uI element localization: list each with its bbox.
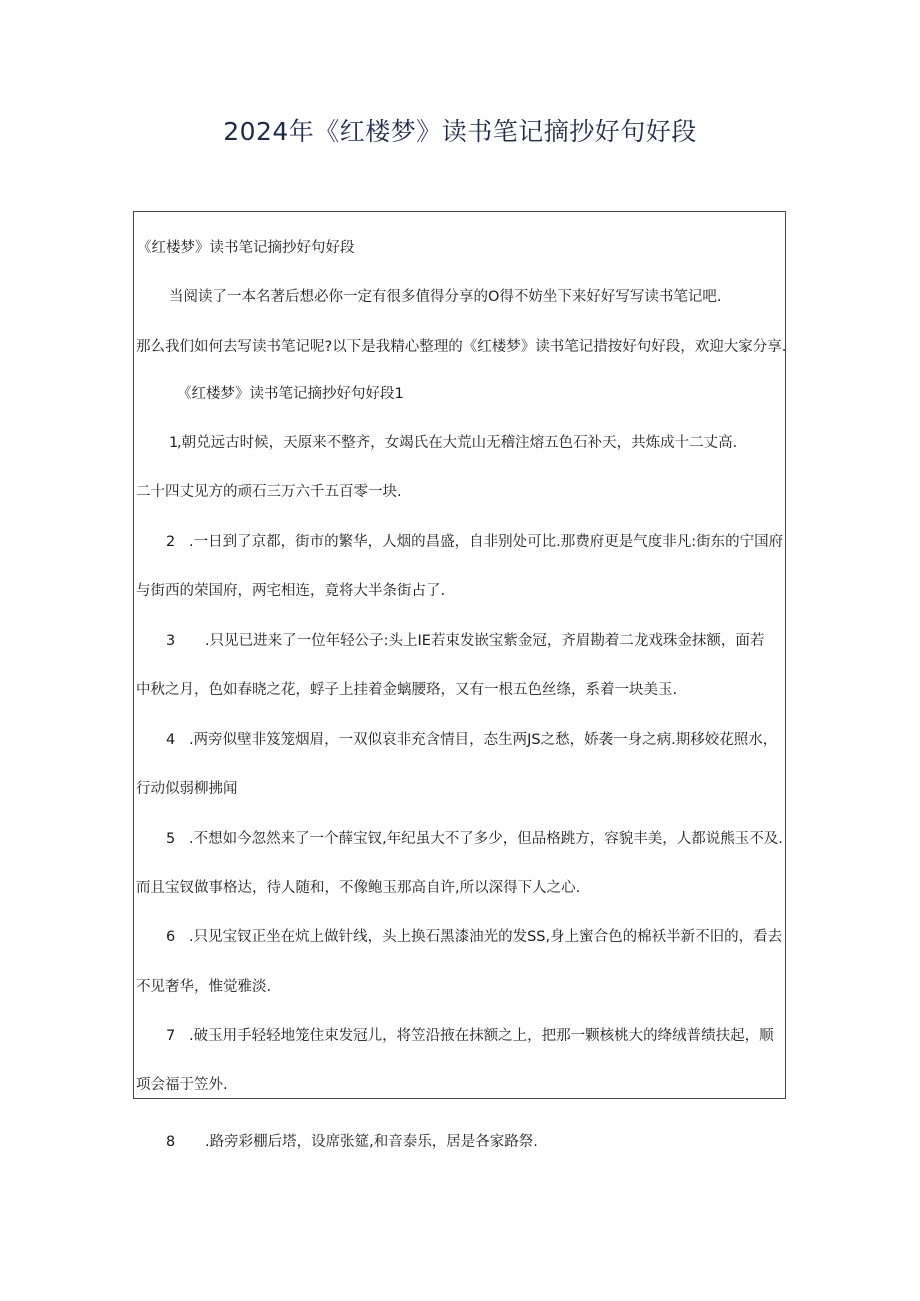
item-text-line1: .破玉用手轻轻地笼住束发冠儿，将笠沿掖在抹额之上，把那一颗核桃大的绛绒普绩扶起，顺 xyxy=(189,1028,774,1044)
item-number: 1 xyxy=(169,435,179,451)
item-text-line2: 项会福于笠外. xyxy=(136,1077,228,1093)
item-number: 7 xyxy=(166,1028,176,1044)
item-number: 3 xyxy=(166,633,176,649)
item-number: 5 xyxy=(166,831,176,847)
item-text-line1: .路旁彩棚后塔，设席张筵,和音泰乐，居是各家路祭. xyxy=(205,1134,538,1150)
document-title: 2024年《红楼梦》读书笔记摘抄好句好段 xyxy=(223,117,697,146)
item-number: 4 xyxy=(166,732,176,748)
item-number: 2 xyxy=(166,534,176,550)
item-text-line1: .不想如今忽然来了一个薛宝钗,年纪虽大不了多少，但品格跳方，容貌丰美，人都说熊玉不及. xyxy=(189,831,783,847)
item-text-line1: .一日到了京都，街市的繁华，人烟的昌盛，自非别处可比.那费府更是气度非凡:街东的宁国府 xyxy=(189,534,784,550)
intro-line-1: 当阅读了一本名著后想必你一定有很多值得分享的O得不妨坐下来好好写写读书笔记吧. xyxy=(169,289,722,305)
item-text-line2: 不见奢华，惟觉雅淡. xyxy=(136,979,272,995)
item-text-line1: .只见已进来了一位年轻公子:头上IE若束发嵌宝紫金冠，齐眉勘着二龙戏珠金抹额，面若 xyxy=(205,633,765,649)
subheading: 《红楼梦》读书笔记摘抄好句好段1 xyxy=(177,386,404,402)
item-text-line2: 二十四丈见方的顽石三万六千五百零一块. xyxy=(136,484,402,500)
item-text-line2: 而且宝钗做事格达，待人随和，不像鲍玉那高自许,所以深得下人之心. xyxy=(136,880,581,896)
item-number: 6 xyxy=(166,929,176,945)
item-number: 8 xyxy=(166,1134,176,1150)
intro-line-2: 那么我们如何去写读书笔记呢?以下是我精心整理的《红楼梦》读书笔记措按好句好段，欢迎大家分享. xyxy=(136,339,787,355)
content-heading: 《红楼梦》读书笔记摘抄好句好段 xyxy=(137,240,355,256)
item-text-line1: .只见宝钗正坐在炕上做针线，头上换石黑漆油光的发SS,身上蜜合色的棉袄半新不旧的，看去 xyxy=(189,929,783,945)
item-text-line2: 行动似弱柳拂闻 xyxy=(136,781,238,797)
item-text-line1: ,朝兑远古时候，天原来不整齐，女竭氏在大荒山无稽注熔五色石补天，共炼成十二丈高. xyxy=(177,435,738,451)
item-text-line1: .两旁似壁非笈笼烟眉，一双似哀非充含情目，态生两JS之愁，娇袭一身之病.期移姣花照水， xyxy=(189,732,778,748)
item-text-line2: 中秋之月，色如春晓之花，蜉子上挂着金螭腰珞，又有一根五色丝绦，系着一块美玉. xyxy=(136,682,678,698)
item-text-line2: 与街西的荣国府，两宅相连，竟将大半条街占了. xyxy=(136,583,446,599)
